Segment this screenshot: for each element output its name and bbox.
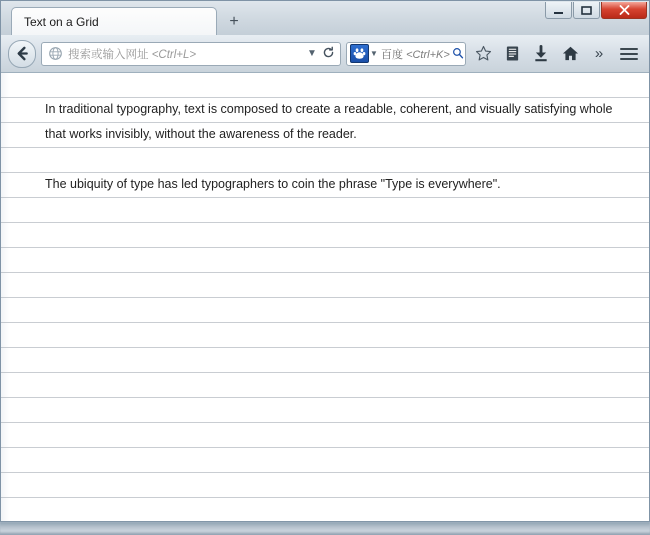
menu-line (620, 58, 638, 60)
paragraph-line: In traditional typography, text is composed to create a readable, coherent, and visually satisfying whole (45, 102, 613, 116)
baidu-bear-icon (353, 47, 366, 60)
window-controls (545, 2, 647, 19)
maximize-button[interactable] (573, 2, 600, 19)
menu-button[interactable] (616, 42, 642, 66)
book-icon (505, 45, 520, 62)
back-arrow-icon (15, 46, 30, 61)
reader-view-button[interactable] (500, 41, 524, 67)
menu-line (620, 48, 638, 50)
address-input[interactable] (68, 46, 304, 62)
search-engine-name: 百度 (381, 48, 403, 61)
star-icon (475, 45, 492, 62)
home-icon (562, 45, 579, 62)
toolbar-overflow-button[interactable]: » (594, 45, 604, 62)
address-bar[interactable] (41, 42, 341, 66)
bookmark-button[interactable] (471, 41, 495, 67)
top-spacer (1, 73, 649, 98)
search-bar[interactable] (346, 42, 466, 66)
address-shortcut: <Ctrl+L> (151, 48, 197, 61)
paragraph-line: that works invisibly, without the awareness of the reader. (45, 127, 357, 141)
paragraph-spacer (1, 148, 649, 173)
menu-line (620, 53, 638, 55)
globe-icon (48, 46, 63, 61)
home-button[interactable] (558, 41, 582, 67)
paragraph-line: The ubiquity of type has led typographers to coin the phrase "Type is everywhere". (45, 177, 501, 191)
maximize-icon (581, 6, 592, 15)
taskbar-strip (0, 522, 650, 535)
magnifier-icon (452, 47, 464, 59)
paragraph-1 (1, 98, 649, 148)
reload-icon (322, 46, 335, 59)
reload-button[interactable] (320, 46, 336, 62)
search-input[interactable] (379, 46, 452, 62)
paragraph-2 (1, 173, 649, 198)
tab-title: Text on a Grid (24, 14, 99, 29)
address-dropdown-icon[interactable]: ▼ (307, 48, 317, 59)
browser-tab[interactable] (11, 7, 217, 35)
close-button[interactable] (601, 2, 647, 19)
navigation-toolbar (1, 35, 649, 73)
minimize-icon (553, 6, 564, 15)
close-icon (619, 5, 630, 15)
search-go-icon[interactable] (452, 47, 462, 61)
downloads-button[interactable] (529, 41, 553, 67)
search-engine-icon[interactable] (350, 44, 369, 63)
minimize-button[interactable] (545, 2, 572, 19)
title-bar (1, 1, 649, 35)
address-placeholder: 搜索或输入网址 (68, 48, 149, 61)
page-content[interactable] (1, 73, 649, 521)
back-button[interactable] (8, 40, 36, 68)
search-engine-dropdown-icon[interactable]: ▼ (370, 49, 378, 58)
page-text (1, 73, 649, 198)
new-tab-button[interactable]: + (229, 13, 239, 30)
search-shortcut: <Ctrl+K> (406, 48, 450, 61)
download-arrow-icon (533, 45, 549, 62)
